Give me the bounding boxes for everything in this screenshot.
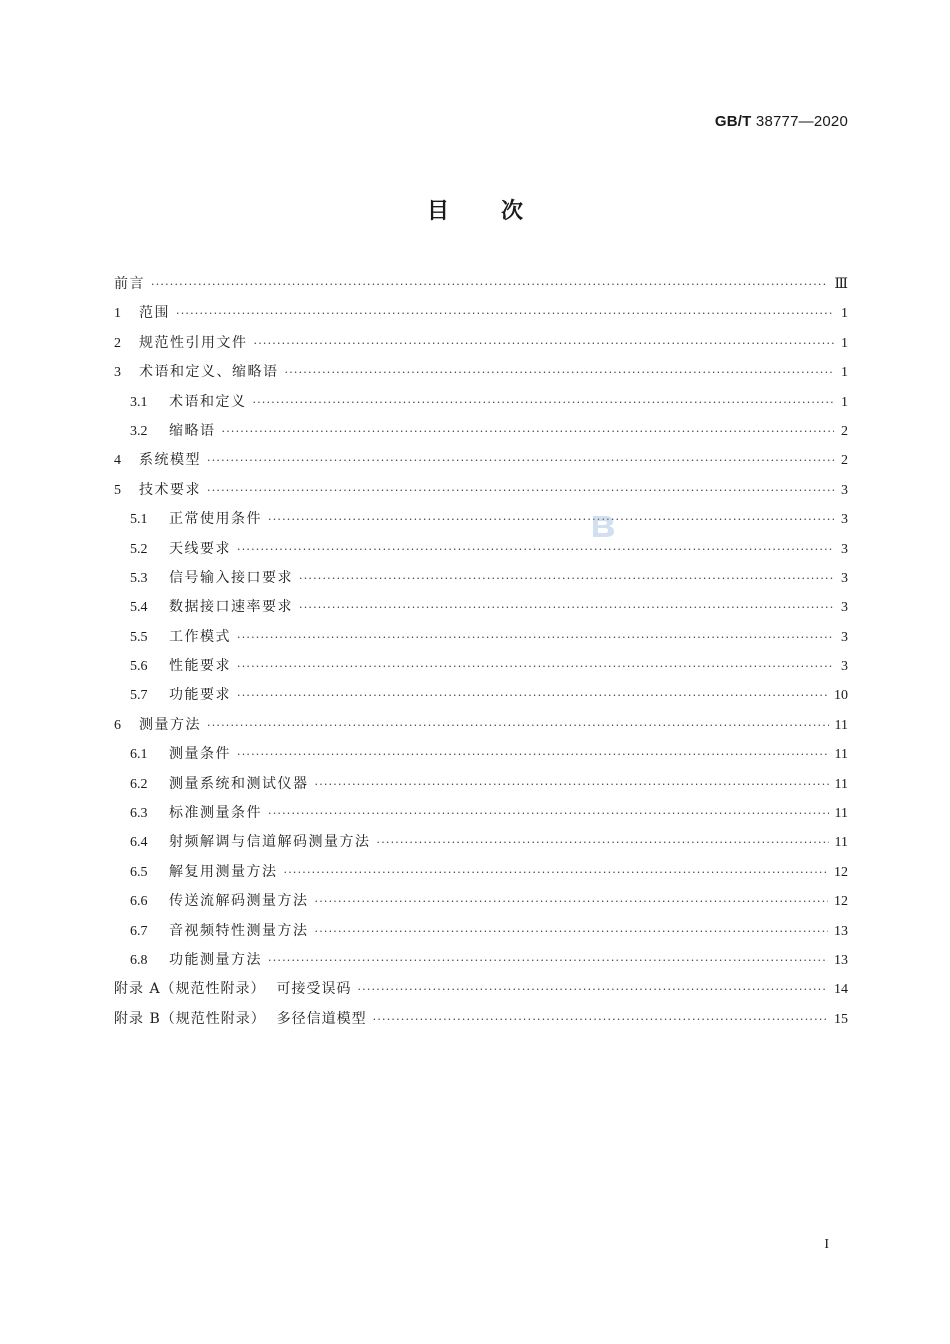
toc-entry-label: 音视频特性测量方法 [169,922,309,939]
toc-leader-dots [299,564,834,593]
toc-entry-label: 范围 [139,305,170,322]
page-title: 目次 [426,199,575,224]
toc-entry[interactable] [114,917,848,946]
toc-entry-number: 5.5 [130,629,148,645]
toc-entry-label: 测量方法 [139,716,201,733]
toc-entry-number: 6.6 [130,894,148,910]
toc-entry-number: 6.4 [130,835,148,851]
toc-entry-label: 术语和定义、缩略语 [139,364,279,381]
toc-entry-number: 5.1 [130,512,148,528]
toc-entry-label: 射频解调与信道解码测量方法 [169,834,371,851]
toc-entry-page: 1 [841,306,848,322]
toc-leader-dots [377,828,829,857]
toc-leader-dots [268,505,834,534]
toc-entry-page: 10 [834,688,848,704]
toc-entry-label: 系统模型 [139,452,201,469]
toc-leader-dots [284,858,829,887]
toc-leader-dots [268,799,829,828]
toc-entry-label: 规范性引用文件 [139,334,248,351]
toc-leader-dots [373,1005,828,1034]
toc-entry[interactable] [114,476,848,505]
toc-entry-page: 12 [834,894,848,910]
toc-entry-label: 标准测量条件 [169,805,262,822]
toc-entry[interactable] [114,329,848,358]
toc-entry-label: 信号输入接口要求 [169,569,293,586]
toc-entry-page: 11 [834,776,848,792]
toc-leader-dots [285,358,835,387]
toc-entry-label: 测量系统和测试仪器 [169,775,309,792]
toc-entry-label: 测量条件 [169,746,231,763]
toc-leader-dots [222,417,835,446]
toc-entry-label: 性能要求 [169,658,231,675]
toc-entry-page: 14 [834,982,848,998]
toc-entry[interactable] [114,975,848,1004]
toc-entry-label: 附录 B（规范性附录） 多径信道模型 [114,1010,367,1027]
toc-entry-page: 3 [841,482,848,498]
toc-leader-dots [176,299,834,328]
toc-entry[interactable] [114,417,848,446]
toc-entry-number: 6.3 [130,806,148,822]
footer-page-number: I [824,1237,829,1252]
toc-leader-dots [315,917,829,946]
toc-entry[interactable] [114,858,848,887]
toc-entry[interactable] [114,711,848,740]
toc-entry-number: 6.7 [130,923,148,939]
toc-leader-dots [237,740,829,769]
toc-entry-number: 4 [114,453,121,469]
toc-leader-dots [207,711,829,740]
toc-entry-number: 3.1 [130,394,148,410]
standard-number [715,113,848,130]
toc-entry[interactable] [114,740,848,769]
toc-entry[interactable] [114,299,848,328]
toc-entry-number: 6.5 [130,864,148,880]
toc-leader-dots [237,623,834,652]
toc-entry-number: 2 [114,335,121,351]
toc-entry-label: 功能测量方法 [169,951,262,968]
table-of-contents [114,270,848,1034]
toc-entry-number: 6.2 [130,776,148,792]
toc-entry-page: 13 [834,923,848,939]
toc-entry-label: 正常使用条件 [169,511,262,528]
toc-entry-number: 3.2 [130,423,148,439]
toc-entry[interactable] [114,388,848,417]
toc-entry[interactable] [114,828,848,857]
toc-entry-page: 3 [841,659,848,675]
toc-entry[interactable] [114,887,848,916]
toc-entry-label: 传送流解码测量方法 [169,893,309,910]
toc-leader-dots [315,770,829,799]
toc-entry-number: 1 [114,306,121,322]
toc-leader-dots [254,329,835,358]
toc-entry[interactable] [114,770,848,799]
toc-entry-page: 3 [841,512,848,528]
toc-entry-number: 5.7 [130,688,148,704]
toc-leader-dots [315,887,829,916]
toc-entry[interactable] [114,652,848,681]
toc-entry[interactable] [114,1005,848,1034]
toc-entry-page: 3 [841,629,848,645]
toc-entry-page: 15 [834,1011,848,1027]
toc-entry-label: 前言 [114,276,145,292]
standard-code: GB/T [714,113,752,130]
toc-entry-label: 工作模式 [169,628,231,645]
toc-entry-label: 解复用测量方法 [169,863,278,880]
toc-entry-page: 11 [834,806,848,822]
toc-entry-page: 13 [834,952,848,968]
toc-entry[interactable] [114,270,848,299]
toc-entry[interactable] [114,358,848,387]
toc-entry-page: 3 [841,600,848,616]
toc-entry[interactable] [114,593,848,622]
toc-entry-page: 1 [841,394,848,410]
watermark-logo-icon [591,513,615,539]
toc-leader-dots [237,681,828,710]
toc-entry[interactable] [114,564,848,593]
toc-leader-dots [253,388,835,417]
toc-entry-number: 5.2 [130,541,148,557]
toc-entry[interactable] [114,623,848,652]
toc-entry-number: 3 [114,365,121,381]
toc-entry-label: 数据接口速率要求 [169,599,293,616]
toc-leader-dots [237,535,834,564]
toc-entry[interactable] [114,799,848,828]
toc-leader-dots [207,476,834,505]
toc-entry-page: 2 [841,453,848,469]
toc-entry-number: 6 [114,717,121,733]
toc-leader-dots [151,270,828,299]
toc-entry-page: 1 [841,335,848,351]
toc-entry-label: 天线要求 [169,540,231,557]
toc-entry[interactable] [114,446,848,475]
toc-entry[interactable] [114,681,848,710]
toc-entry-page: 12 [834,864,848,880]
toc-entry[interactable] [114,946,848,975]
standard-id: 38777—2020 [755,113,848,130]
toc-entry-number: 6.8 [130,952,148,968]
toc-entry-page: 11 [834,835,848,851]
toc-entry-page: 1 [841,365,848,381]
toc-entry-label: 技术要求 [139,481,201,498]
toc-entry-page: 2 [841,423,848,439]
toc-leader-dots [207,446,834,475]
toc-entry-page: 3 [841,541,848,557]
toc-entry-label: 附录 A（规范性附录） 可接受误码 [114,981,352,998]
toc-entry-number: 5.4 [130,600,148,616]
toc-leader-dots [237,652,834,681]
toc-entry-label: 术语和定义 [169,393,247,410]
toc-entry-number: 5.3 [130,570,148,586]
toc-leader-dots [357,975,828,1004]
toc-entry-page: 11 [834,747,848,763]
toc-entry-page: 11 [834,717,848,733]
toc-entry-page: 3 [841,570,848,586]
toc-leader-dots [299,593,834,622]
toc-entry-label: 缩略语 [169,422,216,439]
toc-entry-label: 功能要求 [169,687,231,704]
toc-entry[interactable] [114,535,848,564]
toc-entry-page: Ⅲ [834,277,848,292]
toc-entry[interactable] [114,505,848,534]
toc-entry-number: 5.6 [130,659,148,675]
toc-entry-number: 6.1 [130,747,148,763]
toc-entry-number: 5 [114,482,121,498]
toc-leader-dots [268,946,828,975]
